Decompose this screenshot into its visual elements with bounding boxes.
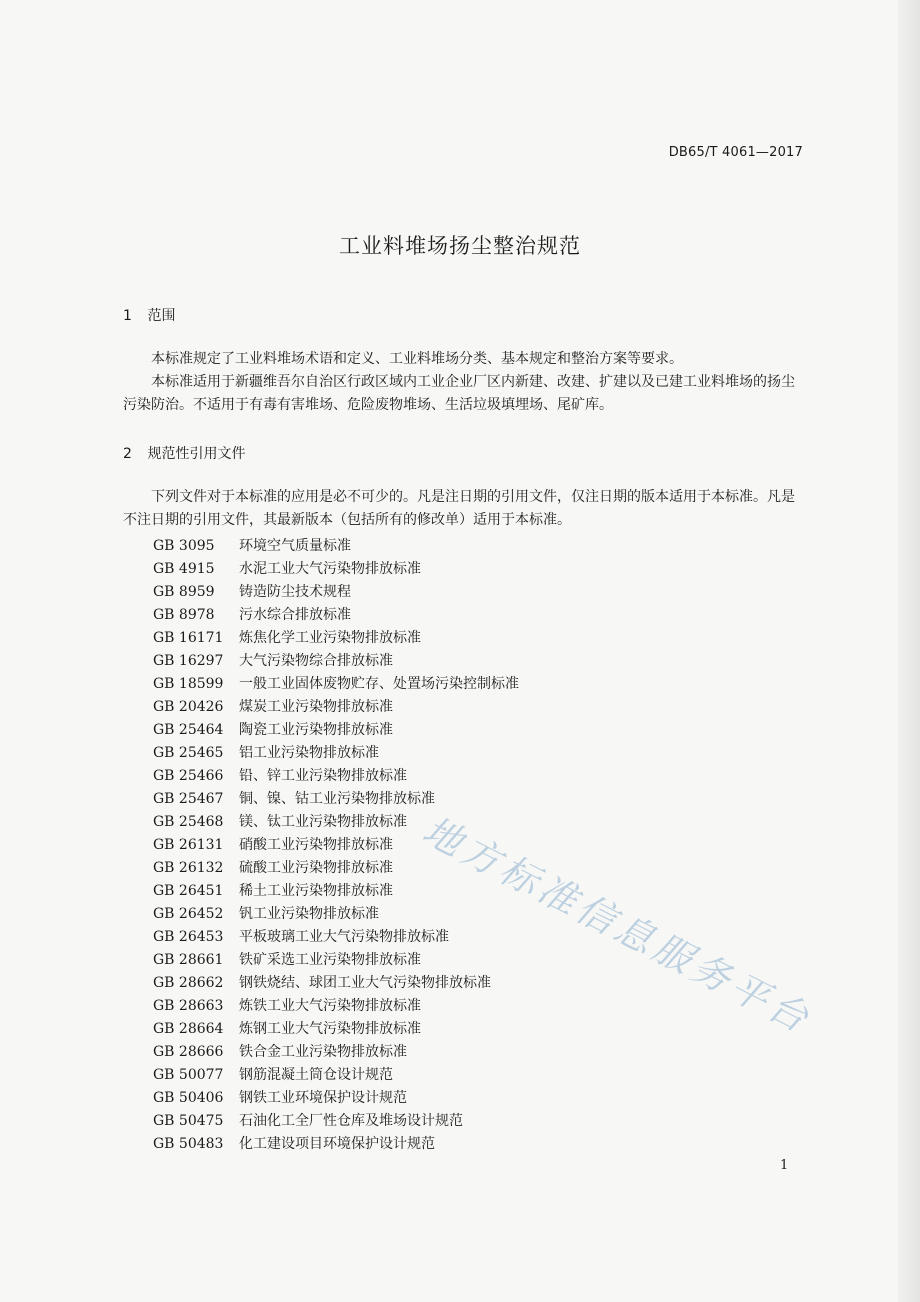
reference-code: GB 25464 xyxy=(153,722,224,738)
reference-title: 铅、锌工业污染物排放标准 xyxy=(239,768,407,784)
reference-item xyxy=(153,742,519,765)
reference-item xyxy=(153,627,519,650)
paragraph: 本标准适用于新疆维吾尔自治区行政区域内工业企业厂区内新建、改建、扩建以及已建工业料堆场的扬尘污染防治。不适用于有毒有害堆场、危险废物堆场、生活垃圾填埋场、尾矿库。 xyxy=(123,374,795,413)
reference-title: 镁、钛工业污染物排放标准 xyxy=(239,814,407,830)
reference-item xyxy=(153,903,519,926)
reference-item xyxy=(153,880,519,903)
reference-code: GB 25468 xyxy=(153,814,224,830)
reference-title: 化工建设项目环境保护设计规范 xyxy=(239,1136,435,1152)
reference-code: GB 26452 xyxy=(153,906,224,922)
reference-title: 环境空气质量标准 xyxy=(239,538,351,554)
reference-code: GB 16297 xyxy=(153,653,224,669)
reference-title: 钢铁工业环境保护设计规范 xyxy=(239,1090,407,1106)
reference-code: GB 25466 xyxy=(153,768,224,784)
reference-item xyxy=(153,719,519,742)
reference-title: 水泥工业大气污染物排放标准 xyxy=(239,561,421,577)
reference-title: 平板玻璃工业大气污染物排放标准 xyxy=(239,929,449,945)
reference-title: 铸造防尘技术规程 xyxy=(239,584,351,600)
section-title: 范围 xyxy=(147,308,176,324)
reference-item xyxy=(153,604,519,627)
reference-title: 钒工业污染物排放标准 xyxy=(239,906,379,922)
reference-title: 炼焦化学工业污染物排放标准 xyxy=(239,630,421,646)
reference-code: GB 4915 xyxy=(153,561,215,577)
reference-item xyxy=(153,972,519,995)
reference-title: 炼钢工业大气污染物排放标准 xyxy=(239,1021,421,1037)
paragraph: 本标准规定了工业料堆场术语和定义、工业料堆场分类、基本规定和整治方案等要求。 xyxy=(151,351,683,367)
reference-code: GB 20426 xyxy=(153,699,224,715)
section-number: 2 xyxy=(123,446,132,462)
reference-title: 煤炭工业污染物排放标准 xyxy=(239,699,393,715)
reference-code: GB 3095 xyxy=(153,538,215,554)
reference-code: GB 8978 xyxy=(153,607,215,623)
reference-code: GB 50483 xyxy=(153,1136,224,1152)
reference-code: GB 18599 xyxy=(153,676,224,692)
paragraph: 下列文件对于本标准的应用是必不可少的。凡是注日期的引用文件，仅注日期的版本适用于本标准。凡是不注日期的引用文件，其最新版本（包括所有的修改单）适用于本标准。 xyxy=(123,489,795,528)
section-number: 1 xyxy=(123,308,132,324)
reference-item xyxy=(153,995,519,1018)
reference-code: GB 16171 xyxy=(153,630,224,646)
reference-item xyxy=(153,535,519,558)
section-title: 规范性引用文件 xyxy=(147,446,246,462)
document-title: 工业料堆场扬尘整治规范 xyxy=(339,234,581,258)
reference-code: GB 28666 xyxy=(153,1044,224,1060)
reference-code: GB 26451 xyxy=(153,883,224,899)
reference-code: GB 50475 xyxy=(153,1113,224,1129)
reference-item xyxy=(153,558,519,581)
reference-code: GB 50406 xyxy=(153,1090,224,1106)
reference-title: 硝酸工业污染物排放标准 xyxy=(239,837,393,853)
reference-title: 铜、镍、钴工业污染物排放标准 xyxy=(239,791,435,807)
reference-title: 炼铁工业大气污染物排放标准 xyxy=(239,998,421,1014)
reference-item xyxy=(153,926,519,949)
reference-title: 铝工业污染物排放标准 xyxy=(239,745,379,761)
reference-item xyxy=(153,696,519,719)
reference-code: GB 25465 xyxy=(153,745,224,761)
reference-code: GB 28661 xyxy=(153,952,224,968)
reference-code: GB 28664 xyxy=(153,1021,224,1037)
reference-title: 陶瓷工业污染物排放标准 xyxy=(239,722,393,738)
reference-title: 稀土工业污染物排放标准 xyxy=(239,883,393,899)
reference-item xyxy=(153,1041,519,1064)
reference-item xyxy=(153,1064,519,1087)
reference-code: GB 26132 xyxy=(153,860,224,876)
section-1-heading xyxy=(123,305,175,325)
document-code: DB65/T 4061—2017 xyxy=(668,145,803,160)
page-number: 1 xyxy=(780,1158,789,1173)
section-2-heading xyxy=(123,443,245,463)
reference-title: 硫酸工业污染物排放标准 xyxy=(239,860,393,876)
reference-code: GB 26131 xyxy=(153,837,224,853)
reference-item xyxy=(153,765,519,788)
reference-title: 铁合金工业污染物排放标准 xyxy=(239,1044,407,1060)
reference-item xyxy=(153,788,519,811)
reference-code: GB 28662 xyxy=(153,975,224,991)
reference-code: GB 50077 xyxy=(153,1067,224,1083)
reference-title: 大气污染物综合排放标准 xyxy=(239,653,393,669)
reference-title: 钢筋混凝土筒仓设计规范 xyxy=(239,1067,393,1083)
reference-title: 一般工业固体废物贮存、处置场污染控制标准 xyxy=(239,676,519,692)
reference-item xyxy=(153,673,519,696)
reference-code: GB 26453 xyxy=(153,929,224,945)
reference-item xyxy=(153,1110,519,1133)
reference-item xyxy=(153,650,519,673)
page-edge xyxy=(898,0,920,1302)
reference-code: GB 8959 xyxy=(153,584,215,600)
reference-title: 石油化工全厂性仓库及堆场设计规范 xyxy=(239,1113,463,1129)
reference-item xyxy=(153,1087,519,1110)
reference-title: 钢铁烧结、球团工业大气污染物排放标准 xyxy=(239,975,491,991)
reference-title: 铁矿采选工业污染物排放标准 xyxy=(239,952,421,968)
reference-title: 污水综合排放标准 xyxy=(239,607,351,623)
reference-code: GB 25467 xyxy=(153,791,224,807)
reference-code: GB 28663 xyxy=(153,998,224,1014)
watermark: 地方标准信息服务平台 xyxy=(415,808,820,1043)
reference-item xyxy=(153,1018,519,1041)
reference-item xyxy=(153,1133,519,1156)
reference-item xyxy=(153,949,519,972)
reference-item xyxy=(153,581,519,604)
